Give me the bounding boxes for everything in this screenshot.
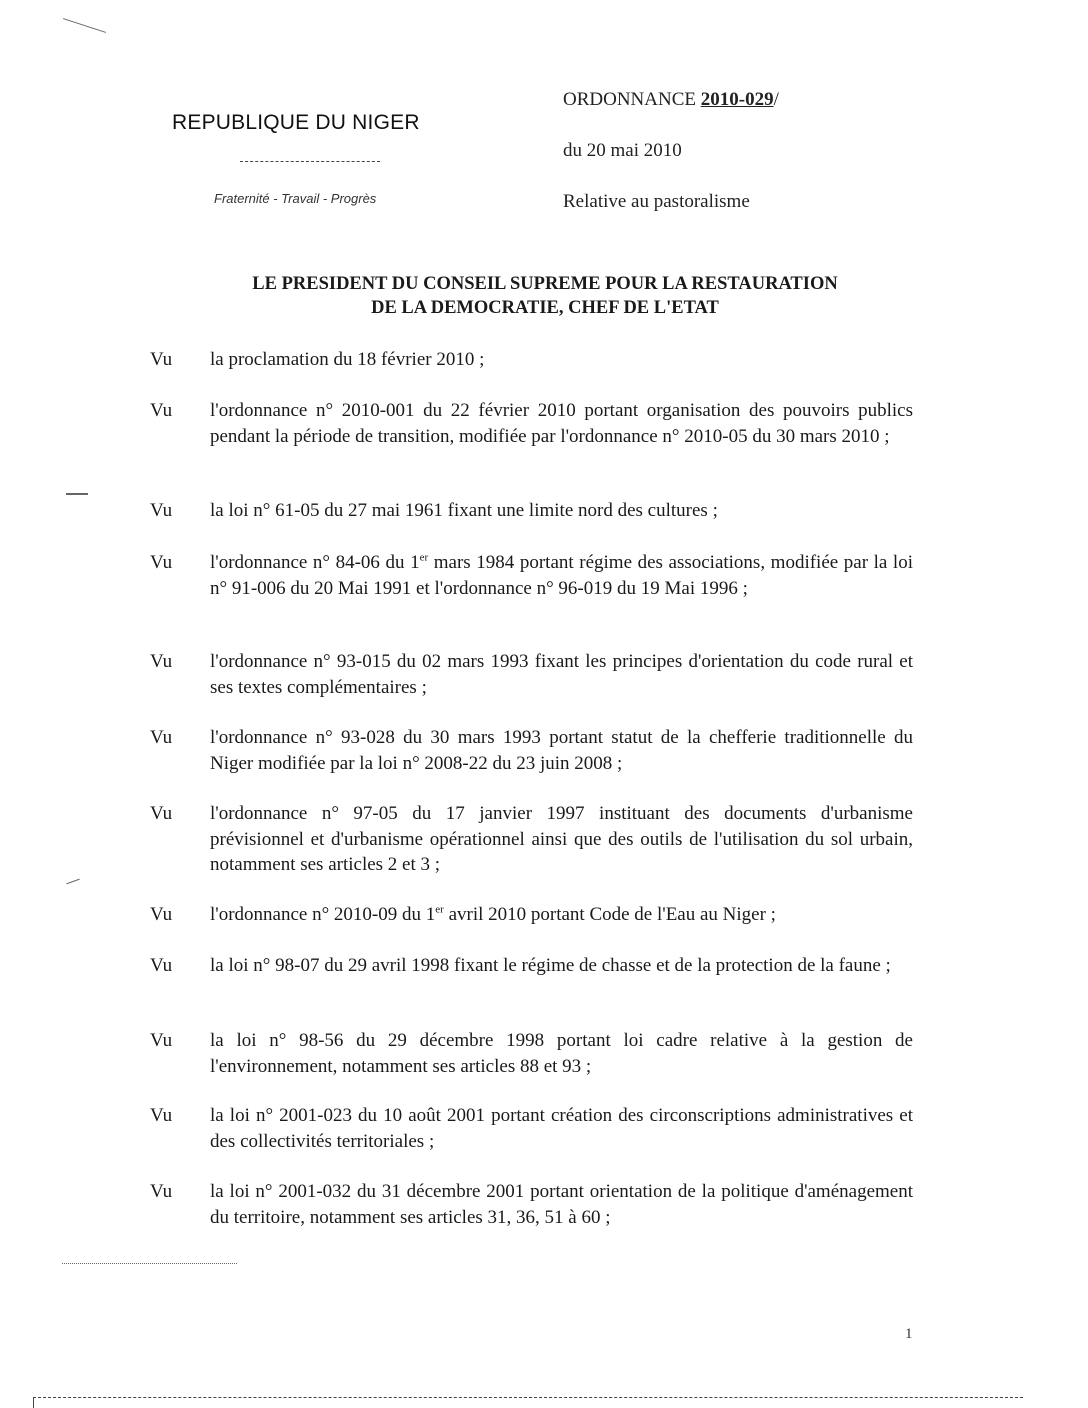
consideration-text: l'ordonnance n° 2010-001 du 22 février 2010 portant organisation des pouvoirs publics pendant la période de transition, modifiée par l'ordonnance n° 2010-05 du 30 mars 2010 ; bbox=[210, 400, 913, 447]
vu-label: Vu bbox=[150, 803, 173, 824]
consideration-text-part: avril 2010 portant Code de l'Eau au Niger ; bbox=[443, 904, 776, 925]
consideration-text bbox=[210, 902, 913, 928]
ordinance-title bbox=[563, 89, 779, 111]
ordinal-superscript: er bbox=[419, 551, 429, 564]
scan-bottom-line bbox=[33, 1397, 1023, 1398]
consideration-text: la loi n° 2001-032 du 31 décembre 2001 portant orientation de la politique d'aménagement du territoire, notamment ses articles 31, 36, 51 à 60 ; bbox=[210, 1181, 913, 1228]
consideration-text: la loi n° 2001-023 du 10 août 2001 portant création des circonscriptions administratives et des collectivités territoriales ; bbox=[210, 1105, 913, 1152]
consideration-text: la loi n° 98-07 du 29 avril 1998 fixant le régime de chasse et de la protection de la faune ; bbox=[210, 955, 891, 976]
vu-label: Vu bbox=[150, 1181, 173, 1202]
vu-label: Vu bbox=[150, 552, 173, 573]
vu-label: Vu bbox=[150, 500, 173, 521]
header-divider bbox=[240, 161, 380, 162]
consideration-text: l'ordonnance n° 93-015 du 02 mars 1993 fixant les principes d'orientation du code rural et ses textes complémentaires ; bbox=[210, 651, 913, 698]
vu-label: Vu bbox=[150, 955, 173, 976]
national-motto: Fraternité - Travail - Progrès bbox=[214, 191, 377, 206]
scan-artifact bbox=[62, 1263, 237, 1264]
scan-artifact bbox=[66, 493, 88, 495]
vu-label: Vu bbox=[150, 1105, 173, 1126]
vu-label: Vu bbox=[150, 400, 173, 421]
authority-line-2: DE LA DEMOCRATIE, CHEF DE L'ETAT bbox=[371, 298, 719, 318]
ordinance-suffix: / bbox=[773, 89, 779, 110]
ordinal-superscript: er bbox=[435, 903, 444, 916]
consideration-text: la loi n° 98-56 du 29 décembre 1998 portant loi cadre relative à la gestion de l'environnement, notamment ses articles 88 et 93 ; bbox=[210, 1030, 913, 1077]
scan-artifact bbox=[63, 18, 106, 33]
consideration-text: la loi n° 61-05 du 27 mai 1961 fixant une limite nord des cultures ; bbox=[210, 500, 718, 521]
vu-label: Vu bbox=[150, 904, 173, 925]
consideration-text-part: mars 1984 portant régime des associations, modifiée par la loi n° 91-006 du 20 Mai 1991 et l'ordonnance n° 96-019 du 19 Mai 1996 ; bbox=[210, 552, 913, 599]
vu-label: Vu bbox=[150, 1030, 173, 1051]
page-number: 1 bbox=[905, 1326, 913, 1342]
consideration-text bbox=[210, 550, 913, 601]
vu-label: Vu bbox=[150, 349, 173, 370]
ordinance-number: 2010-029 bbox=[700, 89, 774, 110]
consideration-text-part: l'ordonnance n° 2010-09 du 1 bbox=[210, 904, 436, 925]
vu-label: Vu bbox=[150, 651, 173, 672]
ordinance-prefix: ORDONNANCE bbox=[563, 89, 696, 110]
consideration-text: l'ordonnance n° 93-028 du 30 mars 1993 portant statut de la chefferie traditionnelle du Niger modifiée par la loi n° 2008-22 du 23 juin 2008 ; bbox=[210, 727, 913, 774]
consideration-text: l'ordonnance n° 97-05 du 17 janvier 1997 instituant des documents d'urbanisme prévisionnel et d'urbanisme opérationnel ainsi que des outils de l'utilisation du sol urbain, notamment ses articles 2 et 3 ; bbox=[210, 803, 913, 875]
country-name: REPUBLIQUE DU NIGER bbox=[172, 111, 420, 134]
scan-artifact bbox=[33, 1397, 34, 1408]
ordinance-subject: Relative au pastoralisme bbox=[563, 191, 750, 212]
consideration-text: la proclamation du 18 février 2010 ; bbox=[210, 349, 485, 370]
vu-label: Vu bbox=[150, 727, 173, 748]
ordinance-date: du 20 mai 2010 bbox=[563, 140, 682, 161]
issuing-authority bbox=[180, 272, 910, 320]
consideration-text-part: l'ordonnance n° 84-06 du 1 bbox=[210, 552, 420, 573]
scan-artifact bbox=[66, 879, 79, 885]
authority-line-1: LE PRESIDENT DU CONSEIL SUPREME POUR LA RESTAURATION bbox=[252, 274, 838, 294]
